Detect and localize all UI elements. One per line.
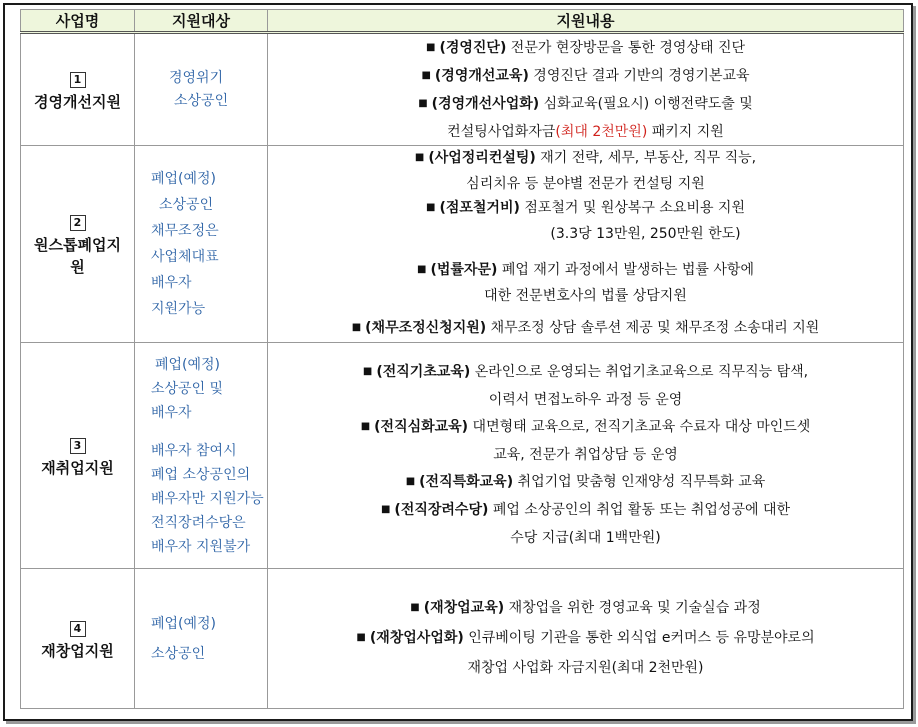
item-text: 컨설팅사업화자금 <box>447 123 556 140</box>
item-text: 심리치유 등 분야별 전문가 컨설팅 지원 <box>466 176 705 192</box>
bullet-icon: ■ <box>426 41 436 53</box>
content-item <box>268 119 903 145</box>
target-line: 배우자 <box>151 404 192 421</box>
program-name: 원 <box>70 258 85 276</box>
item-key: (경영개선교육) <box>434 67 529 84</box>
item-text: 폐업 재기 과정에서 발생하는 법률 사항에 <box>497 262 754 278</box>
bullet-icon: ■ <box>351 322 362 333</box>
header-target: 지원대상 <box>135 10 268 33</box>
content-item <box>268 525 903 552</box>
header-program-name: 사업명 <box>21 10 135 33</box>
bullet-icon: ■ <box>426 202 436 213</box>
item-text: 심화교육(필요시) 이행전략도출 및 <box>539 95 753 112</box>
target-line: 전직장려수당은 <box>151 514 246 531</box>
target-line: 소상공인 <box>174 92 229 109</box>
content-item <box>268 624 903 654</box>
program-name: 원스톱폐업지 <box>34 236 121 254</box>
target-line: 소상공인 <box>159 197 214 213</box>
content-item <box>268 63 903 91</box>
item-key: (재창업교육) <box>423 600 505 616</box>
item-text: 교육, 전문가 취업상담 등 운영 <box>493 447 678 463</box>
item-text: 전문가 현장방문을 통한 경영상태 진단 <box>506 39 745 56</box>
item-key: (전직심화교육) <box>374 419 469 435</box>
program-row <box>21 33 904 146</box>
target-line: 폐업(예정) <box>151 171 217 187</box>
program-name: 경영개선지원 <box>34 92 121 111</box>
program-number: 2 <box>70 215 86 231</box>
program-row <box>21 569 904 709</box>
item-key: (채무조정신청지원) <box>365 320 487 336</box>
content-item <box>268 497 903 525</box>
item-highlight: (최대 2천만원) <box>555 123 648 140</box>
target-cell <box>135 146 268 343</box>
content-cell <box>268 343 904 569</box>
program-name: 재취업지원 <box>41 458 114 477</box>
target-line: 배우자 참여시 <box>151 442 237 459</box>
program-number: 4 <box>70 621 86 637</box>
target-line: 폐업(예정) <box>151 615 217 632</box>
content-item <box>268 284 903 308</box>
content-item <box>268 196 903 222</box>
program-name-cell <box>21 569 135 709</box>
program-name-cell <box>21 146 135 343</box>
content-item <box>268 442 903 469</box>
target-line: 사업체대표 <box>151 249 219 265</box>
item-text: (3.3당 13만원, 250만원 한도) <box>550 226 741 242</box>
item-text: 재기 전략, 세무, 부동산, 직무 직능, <box>535 150 757 166</box>
bullet-icon: ■ <box>362 366 373 377</box>
header-row <box>21 10 904 33</box>
program-name-cell <box>21 343 135 569</box>
content-item <box>268 258 903 284</box>
content-item <box>268 414 903 442</box>
target-line: 소상공인 및 <box>151 380 224 397</box>
support-program-table <box>20 9 904 709</box>
program-row <box>21 146 904 343</box>
item-text: 재창업 사업화 자금지원(최대 2천만원) <box>467 660 704 676</box>
content-item <box>268 594 903 624</box>
target-cell <box>135 33 268 146</box>
target-line: 배우자 지원불가 <box>151 538 251 555</box>
target-cell <box>135 569 268 709</box>
item-key: (경영개선사업화) <box>431 95 540 112</box>
bullet-icon: ■ <box>405 476 416 487</box>
item-text: 점포철거 및 원상복구 소요비용 지원 <box>519 200 745 216</box>
item-text: 폐업 소상공인의 취업 활동 또는 취업성공에 대한 <box>488 502 791 518</box>
item-text: 대한 전문변호사의 법률 상담지원 <box>484 288 687 304</box>
bullet-icon: ■ <box>414 152 425 163</box>
item-text: 온라인으로 운영되는 취업기초교육으로 직무직능 탐색, <box>470 364 809 380</box>
content-item <box>268 359 903 387</box>
content-cell <box>268 33 904 146</box>
item-key: (전직기초교육) <box>376 364 471 380</box>
content-item <box>268 469 903 497</box>
item-key: (법률자문) <box>430 262 498 278</box>
item-text: 수당 지급(최대 1백만원) <box>510 530 661 546</box>
content-item <box>268 387 903 414</box>
target-line: 채무조정은 <box>151 223 219 239</box>
program-name-cell <box>21 33 135 146</box>
item-text: 인큐베이팅 기관을 통한 외식업 e커머스 등 유망분야로의 <box>463 630 815 646</box>
bullet-icon: ■ <box>418 97 428 109</box>
target-line: 폐업 소상공인의 <box>151 466 251 483</box>
item-key: (사업정리컨설팅) <box>428 150 536 166</box>
header-content: 지원내용 <box>268 10 904 33</box>
program-number: 3 <box>70 438 86 454</box>
item-text: 경영진단 결과 기반의 경영기본교육 <box>528 67 750 84</box>
target-line: 폐업(예정) <box>155 356 221 373</box>
program-number: 1 <box>70 72 86 88</box>
target-line: 배우자 <box>151 275 192 291</box>
item-key: (재창업사업화) <box>369 630 464 646</box>
program-row <box>21 343 904 569</box>
item-text: 재창업을 위한 경영교육 및 기술실습 과정 <box>504 600 761 616</box>
content-item <box>268 172 903 196</box>
bullet-icon: ■ <box>410 602 420 613</box>
item-text: 대면형태 교육으로, 전직기초교육 수료자 대상 마인드셋 <box>468 419 811 435</box>
item-text: 이력서 면접노하우 과정 등 운영 <box>488 392 683 408</box>
target-line: 지원가능 <box>151 301 206 317</box>
item-key: (전직장려수당) <box>394 502 489 518</box>
program-name: 재창업지원 <box>41 641 114 660</box>
item-text: 채무조정 상담 솔루션 제공 및 채무조정 소송대리 지원 <box>486 320 820 336</box>
target-line: 배우자만 지원가능 <box>151 490 264 507</box>
target-line: 소상공인 <box>151 645 206 662</box>
bullet-icon: ■ <box>380 504 391 515</box>
item-key: (경영진단) <box>439 39 507 56</box>
bullet-icon: ■ <box>421 69 431 81</box>
target-cell <box>135 343 268 569</box>
content-item <box>268 35 903 63</box>
item-text: 패키지 지원 <box>647 123 724 140</box>
bullet-icon: ■ <box>356 632 366 643</box>
item-key: (점포철거비) <box>439 200 520 216</box>
content-item <box>268 654 903 683</box>
bullet-icon: ■ <box>360 421 371 432</box>
item-key: (전직특화교육) <box>419 474 514 490</box>
content-item <box>268 146 903 172</box>
bullet-icon: ■ <box>417 264 427 275</box>
item-text: 취업기업 맞춤형 인재양성 직무특화 교육 <box>513 474 766 490</box>
content-cell <box>268 569 904 709</box>
content-item <box>268 222 903 246</box>
content-cell <box>268 146 904 343</box>
content-item <box>268 91 903 119</box>
content-item <box>268 316 903 342</box>
target-line: 경영위기 <box>169 69 224 86</box>
